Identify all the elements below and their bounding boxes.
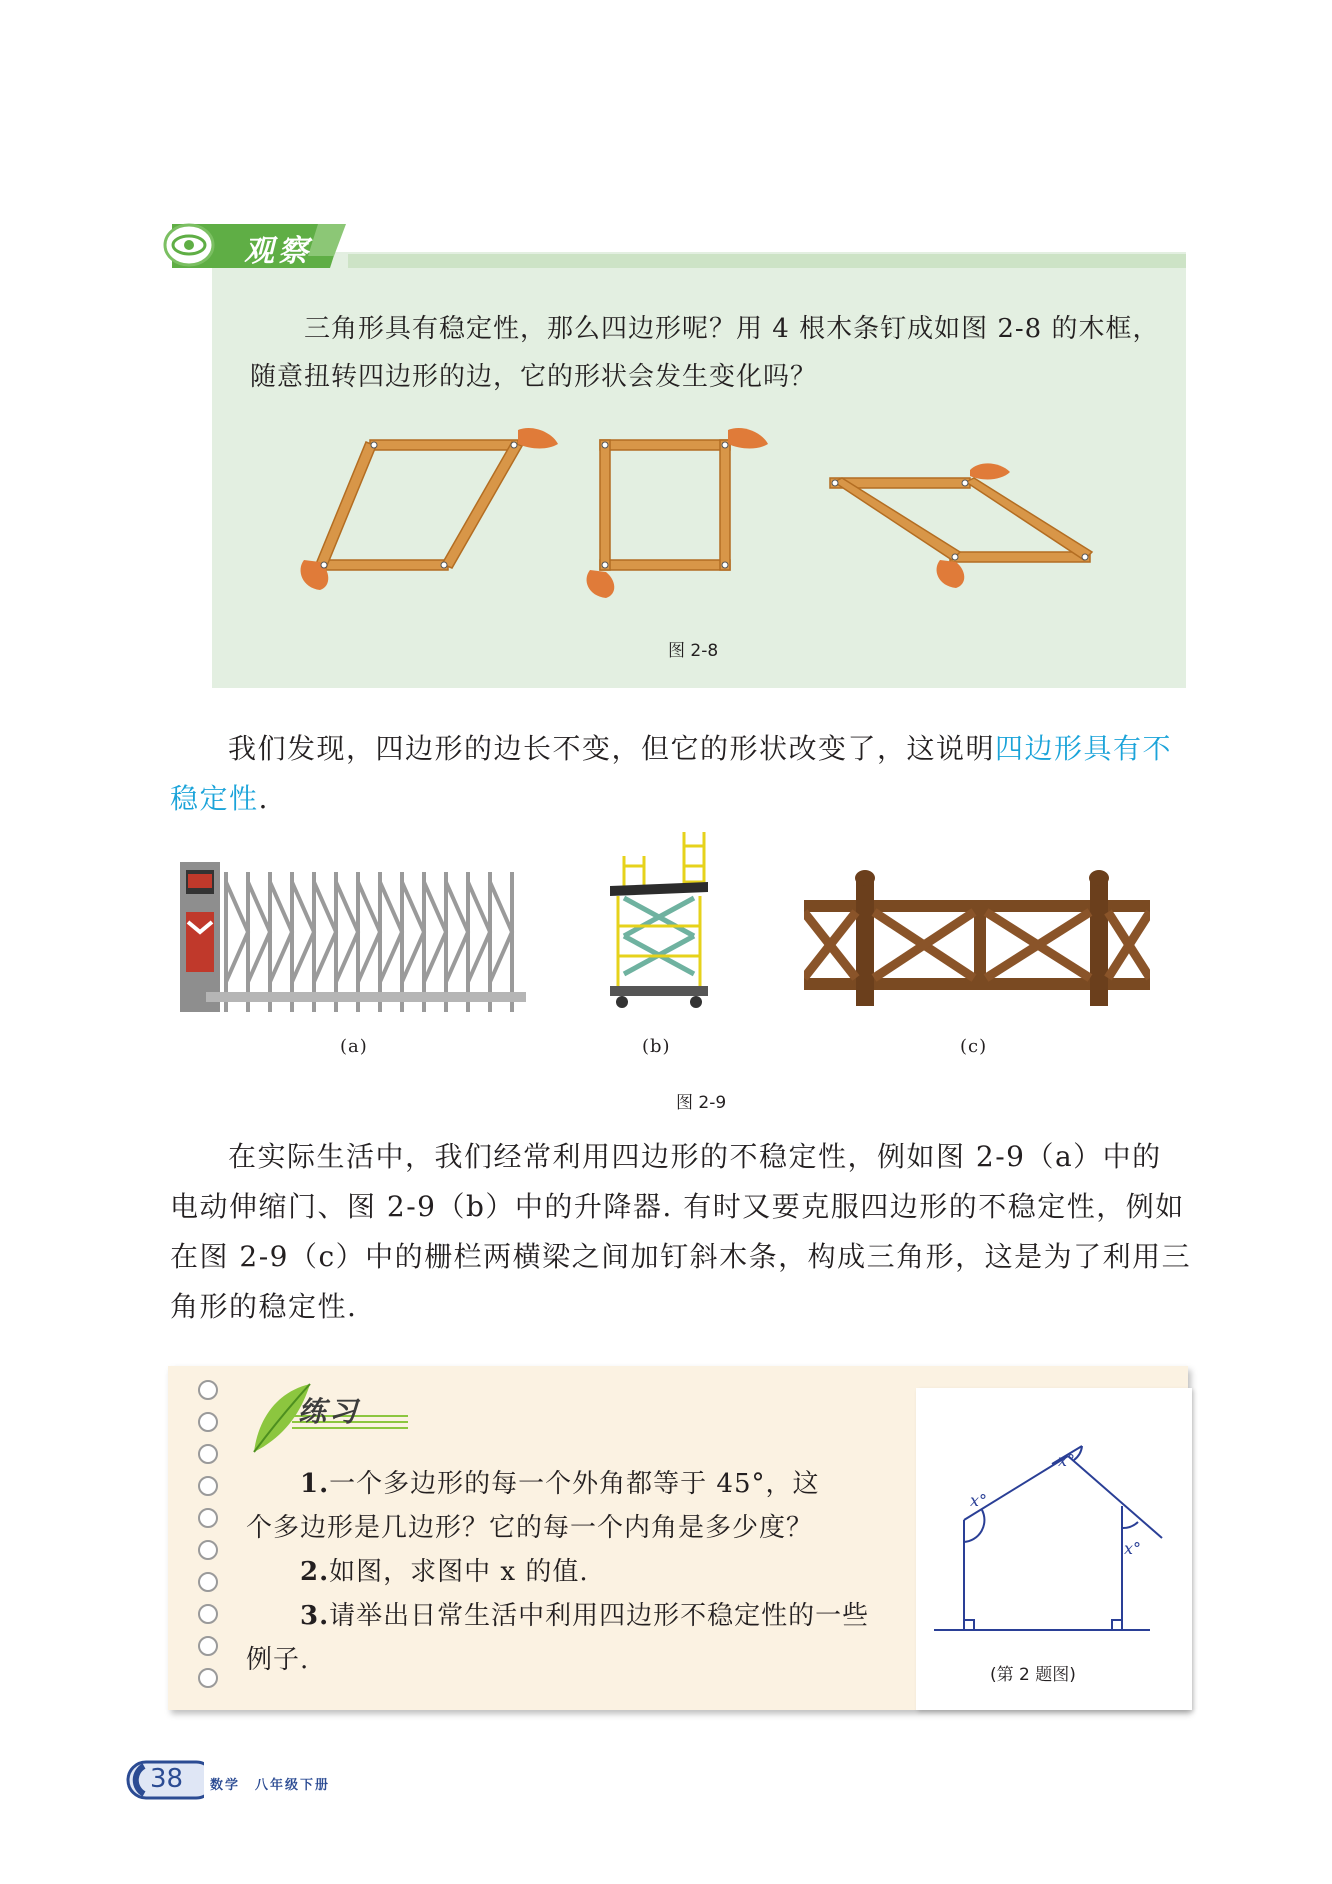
practice-q3-text: 请举出日常生活中利用四边形不稳定性的一些 (329, 1601, 870, 1631)
conclusion-line2-suffix: . (258, 782, 269, 815)
diagram-label-x-top: x° (1058, 1451, 1076, 1470)
conclusion-highlight-2: 稳定性 (170, 782, 259, 815)
figure-2-9-label-a: (a) (340, 1036, 368, 1057)
retractable-gate-photo (176, 852, 536, 1022)
book-title: 数学 八年级下册 (210, 1778, 331, 1793)
practice-diagram (930, 1430, 1170, 1650)
rhombus-frame (316, 440, 522, 570)
practice-q1-number: 1. (300, 1469, 330, 1499)
wooden-frames-figure (290, 420, 1120, 600)
flat-parallelogram-frame (830, 478, 1092, 562)
practice-q3-number: 3. (300, 1601, 330, 1631)
application-line1: 在实际生活中，我们经常利用四边形的不稳定性，例如图 2-9（a）中的 (228, 1140, 1162, 1173)
practice-q2-number: 2. (300, 1557, 330, 1587)
practice-diagram-caption: (第 2 题图) (990, 1665, 1076, 1685)
observe-title: 观察 (244, 234, 312, 269)
practice-q2-line1 (300, 1550, 589, 1594)
conclusion-highlight-1: 四边形具有不 (995, 732, 1173, 765)
figure-2-9-label-c: (c) (960, 1036, 988, 1057)
observe-paragraph-line2: 随意扭转四边形的边，它的形状会发生变化吗？ (250, 362, 818, 392)
practice-q1-line2: 个多边形是几边形？它的每一个内角是多少度？ (246, 1513, 814, 1543)
conclusion-line2 (170, 774, 269, 824)
square-frame (600, 440, 730, 570)
eye-icon (162, 222, 216, 268)
scissor-lift-photo (604, 826, 714, 1012)
observe-paragraph-line1: 三角形具有稳定性，那么四边形呢？用 4 根木条钉成如图 2-8 的木框， (304, 314, 1160, 344)
figure-2-9-caption: 图 2-9 (676, 1093, 727, 1113)
conclusion-line1 (228, 724, 1172, 774)
practice-q1-text: 一个多边形的每一个外角都等于 45°，这 (329, 1469, 820, 1499)
conclusion-line1-prefix: 我们发现，四边形的边长不变，但它的形状改变了，这说明 (228, 732, 996, 765)
observe-banner (168, 220, 1186, 268)
practice-q2-text: 如图，求图中 x 的值. (329, 1557, 589, 1587)
application-line4: 角形的稳定性. (170, 1290, 358, 1323)
wooden-fence-photo (804, 860, 1150, 1008)
practice-q3-line2: 例子. (246, 1645, 310, 1675)
diagram-label-x-left: x° (970, 1491, 988, 1510)
diagram-label-x-right: x° (1124, 1539, 1142, 1558)
practice-title: 练习 (298, 1395, 361, 1428)
practice-q1-line1 (300, 1462, 820, 1506)
figure-2-9-label-b: (b) (642, 1036, 671, 1057)
page-number: 38 (150, 1764, 184, 1794)
practice-q3-line1 (300, 1594, 869, 1638)
application-line2: 电动伸缩门、图 2-9（b）中的升降器. 有时又要克服四边形的不稳定性，例如 (170, 1190, 1185, 1223)
application-line3: 在图 2-9（c）中的栅栏两横梁之间加钉斜木条，构成三角形，这是为了利用三 (170, 1240, 1192, 1273)
figure-2-8-caption: 图 2-8 (668, 641, 719, 661)
binder-rings (198, 1380, 218, 1710)
